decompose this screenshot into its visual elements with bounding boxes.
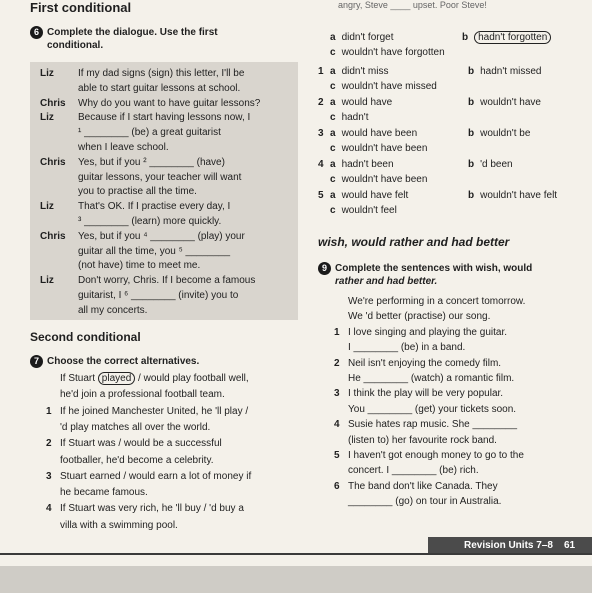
- dialogue-line: ¹ ________ (be) a great guitarist: [78, 127, 221, 139]
- dialogue-line: Don't worry, Chris. If I become a famous: [78, 275, 256, 287]
- exercise-number-badge: 7: [30, 355, 43, 368]
- answer-option: [468, 66, 542, 78]
- item-number: 3: [334, 388, 340, 400]
- sentence-text: footballer, he'd become a celebrity.: [60, 454, 214, 466]
- answer-option: [468, 190, 557, 202]
- exercise-7-heading: [30, 355, 199, 368]
- section-title-first-conditional: First conditional: [30, 0, 132, 15]
- revision-tab-label: Revision Units 7–8: [464, 540, 553, 551]
- answer-option: [330, 128, 417, 140]
- option-text: wouldn't have been: [341, 143, 428, 154]
- option-text: 'd been: [480, 159, 513, 170]
- option-letter: a: [330, 159, 336, 170]
- answer-option: [330, 66, 389, 78]
- exercise-6-title-line2: conditional.: [47, 40, 104, 51]
- item-number: 4: [46, 503, 52, 515]
- option-letter: a: [330, 97, 336, 108]
- sentence-line: [60, 455, 213, 467]
- sentence-line: [60, 373, 249, 385]
- sentence-line: [60, 422, 210, 434]
- answer-option: [468, 159, 513, 171]
- speaker-name: Liz: [40, 275, 54, 287]
- sentence-line: We're performing in a concert tomorrow.: [348, 296, 526, 307]
- option-text: would have felt: [341, 190, 409, 201]
- dialogue-line: all my concerts.: [78, 304, 148, 316]
- page-number: 61: [564, 540, 576, 551]
- answer-option: [468, 97, 541, 109]
- sentence-line: I think the play will be very popular.: [348, 388, 504, 400]
- option-letter: c: [330, 174, 336, 185]
- dialogue-line: (not have) time to meet me.: [78, 260, 201, 272]
- sentence-line: I love singing and playing the guitar.: [348, 326, 507, 338]
- option-letter: c: [330, 143, 336, 154]
- item-number: 1: [46, 405, 52, 417]
- item-number: 2: [318, 97, 324, 108]
- answer-option: [330, 97, 392, 109]
- dialogue-box: [30, 62, 298, 320]
- option-text: wouldn't have felt: [480, 190, 558, 201]
- circled-answer: hadn't forgotten: [474, 31, 551, 44]
- option-text: would have: [341, 97, 393, 108]
- option-letter: a: [330, 66, 336, 77]
- option-text: didn't miss: [341, 66, 389, 77]
- option-letter: b: [468, 159, 475, 170]
- option-text: hadn't: [341, 112, 369, 123]
- option-letter: b: [468, 66, 475, 77]
- speaker-name: Liz: [40, 112, 54, 124]
- dialogue-line: you to practise all the time.: [78, 186, 197, 198]
- sentence-text: If he joined Manchester United, he 'll play /: [60, 405, 249, 417]
- sentence-line: You ________ (get) your tickets soon.: [348, 403, 517, 415]
- dialogue-line: guitar all the time, you ⁵ ________: [78, 245, 231, 257]
- exercise-number-badge: 6: [30, 26, 43, 39]
- option-letter: c: [330, 47, 336, 58]
- sentence-line: I ________ (be) in a band.: [348, 342, 466, 354]
- speaker-name: Chris: [40, 97, 66, 109]
- sentence-line: [60, 406, 248, 418]
- item-number: 1: [334, 326, 340, 338]
- dialogue-line: when I leave school.: [78, 142, 169, 153]
- item-number: 5: [334, 450, 340, 461]
- dialogue-line: Yes, but if you ⁴ ________ (play) your: [78, 230, 245, 242]
- sentence-text: 'd play matches all over the world.: [60, 421, 211, 433]
- sentence-line: [60, 520, 178, 532]
- exercise-9-heading: [318, 262, 532, 288]
- sentence-line: [60, 389, 225, 401]
- sentence-line: He ________ (watch) a romantic film.: [348, 373, 515, 384]
- option-letter: b: [468, 128, 475, 139]
- sentence-text: If Stuart was / would be a successful: [60, 438, 222, 450]
- speaker-name: Chris: [40, 230, 66, 242]
- option-letter: a: [330, 190, 336, 201]
- option-text: hadn't missed: [480, 66, 542, 77]
- item-number: 3: [46, 470, 52, 482]
- sentence-line: concert. I ________ (be) rich.: [348, 465, 479, 477]
- answer-option: [330, 190, 408, 202]
- sentence-line: Neil isn't enjoying the comedy film.: [348, 357, 502, 369]
- sentence-line: I haven't got enough money to go to the: [348, 450, 524, 461]
- option-text: wouldn't be: [480, 128, 531, 139]
- sentence-text: If Stuart was very rich, he 'll buy / 'd buy a: [60, 503, 244, 515]
- sentence-line: (listen to) her favourite rock band.: [348, 434, 497, 446]
- dialogue-line: guitarist, I ⁶ ________ (invite) you to: [78, 290, 239, 301]
- option-letter: c: [330, 81, 336, 92]
- dialogue-line: Because if I start having lessons now, I: [78, 112, 251, 124]
- option-text: would have been: [341, 128, 418, 139]
- item-number: 6: [334, 480, 340, 492]
- answer-option: [330, 159, 394, 171]
- option-letter: c: [330, 205, 336, 216]
- option-letter: b: [462, 32, 469, 43]
- sentence-line: [60, 503, 244, 515]
- sentence-text: If Stuart: [60, 373, 98, 384]
- option-text: wouldn't have forgotten: [341, 47, 445, 58]
- sentence-line: [60, 471, 251, 483]
- cut-off-text: angry, Steve ____ upset. Poor Steve!: [338, 0, 487, 10]
- answer-option: [330, 143, 427, 155]
- item-number: 4: [334, 419, 340, 431]
- sentence-line: [60, 438, 222, 450]
- page-bottom-margin: [0, 566, 592, 593]
- option-text: wouldn't have: [480, 97, 541, 108]
- sentence-text: Stuart earned / would earn a lot of money if: [60, 470, 252, 482]
- dialogue-line: If my dad signs (sign) this letter, I'll be: [78, 68, 245, 79]
- option-letter: c: [330, 112, 336, 123]
- exercise-6-heading: [30, 26, 218, 52]
- page-fold: [0, 553, 592, 555]
- answer-option: [330, 81, 437, 93]
- dialogue-line: guitar lessons, your teacher will want: [78, 171, 242, 183]
- item-number: 1: [318, 66, 324, 77]
- answer-option: [462, 32, 551, 44]
- option-text: hadn't been: [341, 159, 394, 170]
- option-text: wouldn't have missed: [341, 81, 437, 92]
- sentence-text: he became famous.: [60, 487, 148, 499]
- sentence-line: [60, 487, 148, 499]
- option-letter: b: [468, 190, 475, 201]
- exercise-9-title-line1: Complete the sentences with wish, would: [335, 263, 533, 274]
- exercise-9-title-line2: rather and had better.: [335, 276, 438, 287]
- sentence-line: Susie hates rap music. She ________: [348, 419, 517, 431]
- sentence-line: We 'd better (practise) our song.: [348, 311, 491, 323]
- sentence-line: ________ (go) on tour in Australia.: [348, 496, 502, 508]
- answer-option: [330, 174, 427, 186]
- dialogue-line: ³ ________ (learn) more quickly.: [78, 216, 222, 227]
- item-number: 5: [318, 190, 324, 201]
- section-title-second-conditional: Second conditional: [30, 330, 141, 344]
- exercise-7-title: Choose the correct alternatives.: [47, 356, 200, 367]
- sentence-line: The band don't like Canada. They: [348, 480, 498, 492]
- option-letter: a: [330, 128, 336, 139]
- answer-option: [330, 112, 369, 124]
- sentence-text: villa with a swimming pool.: [60, 519, 178, 531]
- option-text: wouldn't have been: [341, 174, 428, 185]
- speaker-name: Liz: [40, 201, 54, 213]
- option-text: didn't forget: [341, 32, 394, 43]
- answer-option: [468, 128, 530, 140]
- dialogue-line: Why do you want to have guitar lessons?: [78, 97, 261, 109]
- dialogue-line: That's OK. If I practise every day, I: [78, 201, 231, 213]
- answer-option: [330, 32, 394, 44]
- item-number: 2: [334, 357, 340, 369]
- item-number: 3: [318, 128, 324, 139]
- exercise-number-badge: 9: [318, 262, 331, 275]
- item-number: 2: [46, 438, 52, 450]
- option-letter: b: [468, 97, 475, 108]
- option-text: wouldn't feel: [341, 205, 397, 216]
- dialogue-line: Yes, but if you ² ________ (have): [78, 156, 225, 168]
- option-letter: a: [330, 32, 336, 43]
- sentence-text: he'd join a professional football team.: [60, 389, 225, 401]
- answer-option: [330, 47, 445, 59]
- item-number: 4: [318, 159, 324, 170]
- exercise-6-title-line1: Complete the dialogue. Use the first: [47, 27, 218, 38]
- section-title-wish: wish, would rather and had better: [318, 235, 510, 249]
- sentence-text: / would play football well,: [135, 373, 249, 384]
- speaker-name: Liz: [40, 68, 54, 79]
- dialogue-line: able to start guitar lessons at school.: [78, 82, 241, 94]
- speaker-name: Chris: [40, 156, 66, 168]
- circled-answer: played: [98, 372, 135, 385]
- answer-option: [330, 205, 397, 217]
